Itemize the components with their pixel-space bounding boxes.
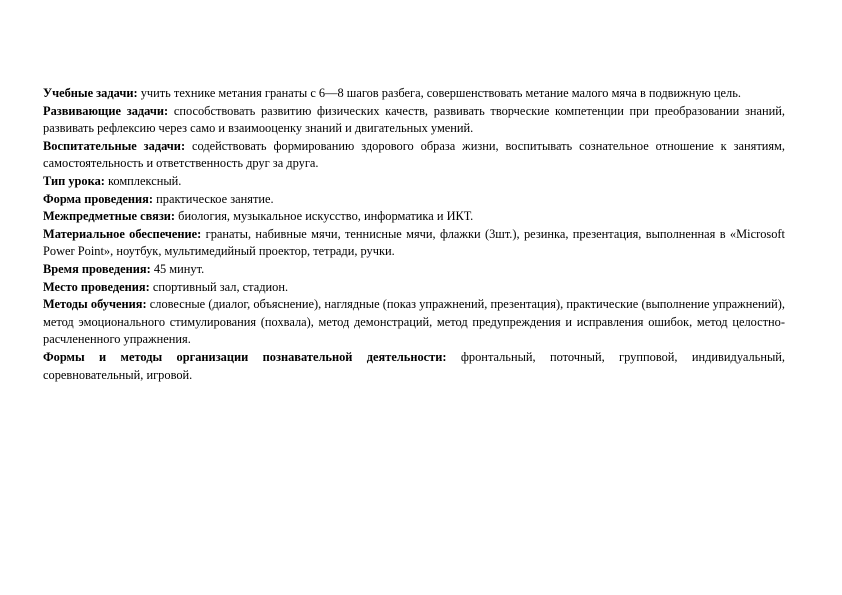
paragraph-label: Формы и методы организации познавательной деятельности: [43,349,447,364]
paragraph-teaching-methods [43,296,785,349]
paragraph-upbringing-goals [43,138,785,173]
paragraph-label: Межпредметные связи: [43,209,176,224]
paragraph-text: практическое занятие. [153,191,274,206]
paragraph-text: способствовать развитию физических качеств, развивать творческие компетенции при преобразовании знаний, развивать рефлексию через само и взаимооценку знаний и двигательных умений. [43,103,785,136]
paragraph-interdisciplinary-links [43,208,785,226]
paragraph-label: Методы обучения: [43,297,147,312]
paragraph-label: Тип урока: [43,173,105,188]
paragraph-label: Учебные задачи: [43,86,138,100]
paragraph-label: Место проведения: [43,279,150,294]
paragraph-label: Воспитательные задачи: [43,138,186,153]
paragraph-lesson-form [43,191,785,209]
paragraph-text: комплексный. [104,173,182,188]
paragraph-text: учить технике метания гранаты с 6—8 шагов разбега, совершенствовать метание малого мяча в подвижную цель. [137,86,741,100]
paragraph-text: гранаты, набивные мячи, теннисные мячи, флажки (3шт.), резинка, презентация, выполненная в «Microsoft Power Point», ноутбук, мультимедийный проектор, тетради, ручки. [43,226,785,259]
paragraph-text: биология, музыкальное искусство, информатика и ИКТ. [175,209,474,224]
paragraph-text: содействовать формированию здорового образа жизни, воспитывать сознательное отношение к занятиям, самостоятельность и ответственность друг за друга. [43,138,785,171]
paragraph-label: Развивающие задачи: [43,103,169,118]
paragraph-text: словесные (диалог, объяснение), наглядные (показ упражнений, презентация), практические (выполнение упражнений), метод эмоционального стимулирования (похвала), метод демонстраций, метод предупреждения и исправления ошибок, метод целостно-расчлененного упражнения. [43,297,785,347]
paragraph-duration [43,261,785,279]
paragraph-location [43,279,785,297]
paragraph-developmental-goals [43,103,785,138]
paragraph-lesson-type [43,173,785,191]
paragraph-label: Форма проведения: [43,191,154,206]
lesson-plan-body [43,85,785,384]
paragraph-text: фронтальный, поточный, групповой, индивидуальный, соревновательный, игровой. [43,349,786,382]
paragraph-materials [43,226,785,261]
paragraph-text: 45 минут. [150,261,205,276]
paragraph-text: спортивный зал, стадион. [149,279,289,294]
paragraph-educational-goals [43,85,785,103]
paragraph-activity-forms [43,349,785,384]
paragraph-label: Материальное обеспечение: [43,226,202,241]
paragraph-label: Время проведения: [43,261,151,276]
